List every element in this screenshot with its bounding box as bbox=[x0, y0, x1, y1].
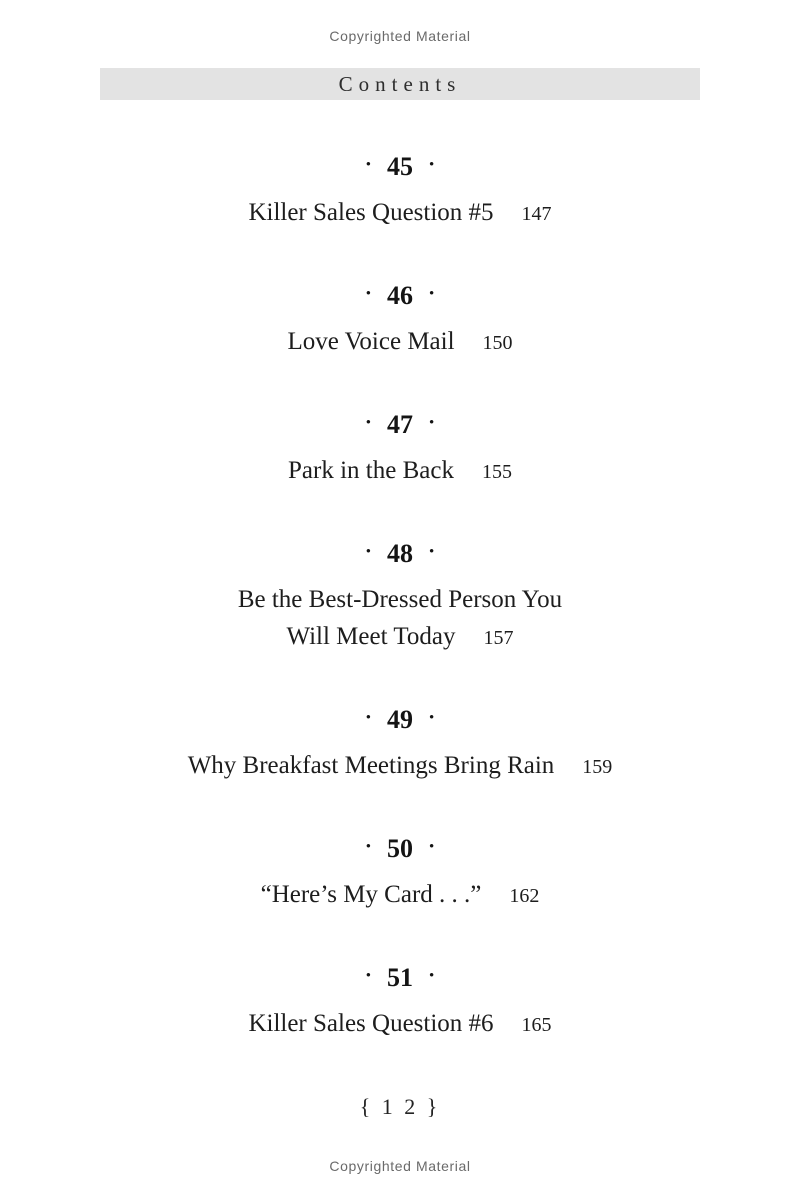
bullet-icon: • bbox=[365, 414, 371, 431]
toc-entry bbox=[0, 963, 800, 1044]
bullet-icon: • bbox=[365, 967, 371, 984]
chapter-number-heading bbox=[0, 705, 800, 735]
chapter-title: Park in the Back bbox=[288, 457, 454, 484]
bullet-icon: • bbox=[429, 543, 435, 560]
chapter-number: 47 bbox=[387, 410, 413, 439]
bullet-icon: • bbox=[365, 709, 371, 726]
bullet-icon: • bbox=[429, 285, 435, 302]
chapter-title: Love Voice Mail bbox=[287, 328, 455, 355]
contents-header-band bbox=[100, 68, 700, 100]
chapter-number: 48 bbox=[387, 539, 413, 568]
chapter-title-line bbox=[0, 618, 800, 657]
table-of-contents bbox=[0, 152, 800, 1044]
chapter-title-line bbox=[0, 747, 800, 786]
contents-title: Contents bbox=[338, 72, 462, 96]
chapter-number: 46 bbox=[387, 281, 413, 310]
chapter-page-number: 150 bbox=[482, 332, 513, 354]
folio-page-number: { 1 2 } bbox=[359, 1094, 441, 1119]
chapter-number-heading bbox=[0, 834, 800, 864]
chapter-number-heading bbox=[0, 963, 800, 993]
bullet-icon: • bbox=[429, 156, 435, 173]
chapter-title: “Here’s My Card . . .” bbox=[260, 881, 482, 908]
bullet-icon: • bbox=[365, 285, 371, 302]
copyright-notice-bottom: Copyrighted Material bbox=[329, 1158, 471, 1174]
chapter-number-heading bbox=[0, 539, 800, 569]
chapter-page-number: 147 bbox=[521, 203, 552, 225]
toc-entry bbox=[0, 410, 800, 491]
toc-entry bbox=[0, 539, 800, 657]
bullet-icon: • bbox=[429, 967, 435, 984]
chapter-title-line bbox=[0, 581, 800, 618]
chapter-page-number: 165 bbox=[521, 1014, 552, 1036]
chapter-number-heading bbox=[0, 281, 800, 311]
chapter-title: Killer Sales Question #5 bbox=[248, 199, 494, 226]
chapter-title-line bbox=[0, 194, 800, 233]
chapter-title-line bbox=[0, 452, 800, 491]
chapter-page-number: 162 bbox=[509, 885, 540, 907]
chapter-number: 51 bbox=[387, 963, 413, 992]
chapter-title: Will Meet Today bbox=[286, 623, 456, 650]
chapter-number-heading bbox=[0, 152, 800, 182]
toc-entry bbox=[0, 152, 800, 233]
chapter-title: Be the Best-Dressed Person You bbox=[237, 586, 563, 613]
bullet-icon: • bbox=[365, 838, 371, 855]
chapter-page-number: 155 bbox=[481, 461, 512, 483]
toc-entry bbox=[0, 281, 800, 362]
chapter-title-line bbox=[0, 323, 800, 362]
chapter-number-heading bbox=[0, 410, 800, 440]
bullet-icon: • bbox=[365, 543, 371, 560]
bullet-icon: • bbox=[365, 156, 371, 173]
chapter-page-number: 159 bbox=[582, 756, 613, 778]
bullet-icon: • bbox=[429, 838, 435, 855]
chapter-number: 49 bbox=[387, 705, 413, 734]
chapter-title: Killer Sales Question #6 bbox=[248, 1010, 494, 1037]
chapter-page-number: 157 bbox=[483, 627, 514, 649]
chapter-title-line bbox=[0, 876, 800, 915]
chapter-title: Why Breakfast Meetings Bring Rain bbox=[187, 752, 555, 779]
chapter-number: 45 bbox=[387, 152, 413, 181]
toc-entry bbox=[0, 834, 800, 915]
bullet-icon: • bbox=[429, 709, 435, 726]
chapter-number: 50 bbox=[387, 834, 413, 863]
chapter-title-line bbox=[0, 1005, 800, 1044]
toc-entry bbox=[0, 705, 800, 786]
bullet-icon: • bbox=[429, 414, 435, 431]
copyright-notice-top: Copyrighted Material bbox=[329, 28, 471, 44]
